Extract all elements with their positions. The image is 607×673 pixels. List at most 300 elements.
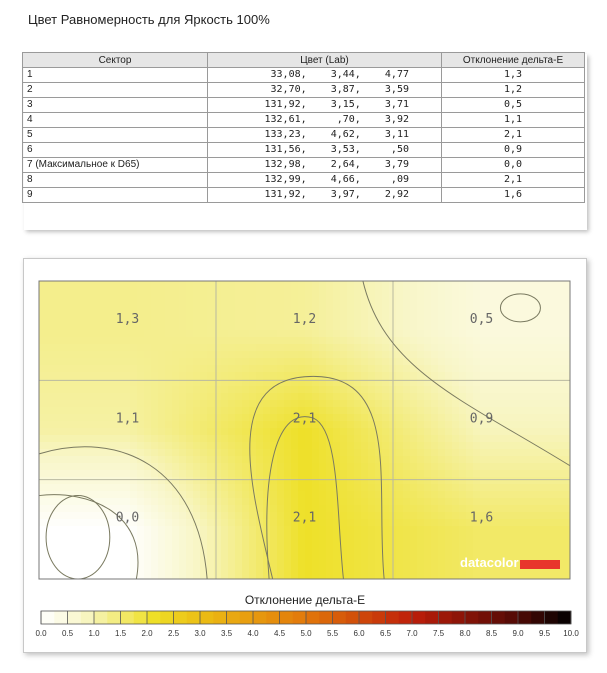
heat-pixel xyxy=(410,316,418,324)
heat-pixel xyxy=(459,519,467,527)
heat-pixel xyxy=(242,484,250,492)
heat-pixel xyxy=(39,414,47,422)
heat-pixel xyxy=(473,463,481,471)
heat-pixel xyxy=(375,435,383,443)
heat-pixel xyxy=(270,372,278,380)
heat-pixel xyxy=(431,421,439,429)
heat-pixel xyxy=(382,295,390,303)
heat-pixel xyxy=(179,519,187,527)
heat-pixel xyxy=(347,547,355,555)
heat-pixel xyxy=(501,526,509,534)
heat-pixel xyxy=(452,526,460,534)
heat-pixel xyxy=(81,428,89,436)
heat-pixel xyxy=(431,386,439,394)
heat-pixel xyxy=(39,330,47,338)
heat-pixel xyxy=(550,365,558,373)
heat-pixel xyxy=(151,400,159,408)
heat-pixel xyxy=(396,372,404,380)
heat-pixel xyxy=(396,393,404,401)
heat-pixel xyxy=(179,449,187,457)
heat-pixel xyxy=(424,337,432,345)
heat-pixel xyxy=(256,386,264,394)
heat-pixel xyxy=(60,477,68,485)
heat-pixel xyxy=(347,540,355,548)
heat-pixel xyxy=(326,421,334,429)
heat-pixel xyxy=(221,400,229,408)
heat-pixel xyxy=(228,463,236,471)
heat-pixel xyxy=(193,316,201,324)
heat-pixel xyxy=(354,400,362,408)
heat-pixel xyxy=(172,330,180,338)
heat-pixel xyxy=(557,533,565,541)
heat-pixel xyxy=(459,547,467,555)
heat-pixel xyxy=(165,400,173,408)
heat-pixel xyxy=(270,302,278,310)
heat-pixel xyxy=(410,414,418,422)
heat-pixel xyxy=(480,393,488,401)
heat-pixel xyxy=(410,337,418,345)
heat-pixel xyxy=(410,561,418,569)
heat-pixel xyxy=(417,554,425,562)
heat-pixel xyxy=(501,400,509,408)
heat-pixel xyxy=(438,554,446,562)
heat-pixel xyxy=(480,484,488,492)
heat-pixel xyxy=(116,344,124,352)
heat-pixel xyxy=(270,323,278,331)
heat-pixel xyxy=(193,435,201,443)
heat-pixel xyxy=(550,547,558,555)
heat-pixel xyxy=(179,428,187,436)
heat-pixel xyxy=(536,470,544,478)
heat-pixel xyxy=(263,456,271,464)
heat-pixel xyxy=(403,526,411,534)
heat-pixel xyxy=(263,344,271,352)
heat-pixel xyxy=(305,470,313,478)
heat-pixel xyxy=(172,309,180,317)
heat-pixel xyxy=(347,561,355,569)
heat-pixel xyxy=(207,484,215,492)
heat-pixel xyxy=(382,533,390,541)
heat-pixel xyxy=(179,400,187,408)
heat-pixel xyxy=(480,337,488,345)
heat-pixel xyxy=(116,288,124,296)
heat-pixel xyxy=(214,533,222,541)
heat-pixel xyxy=(403,435,411,443)
heat-pixel xyxy=(242,526,250,534)
heat-pixel xyxy=(319,316,327,324)
heat-pixel xyxy=(298,526,306,534)
heat-pixel xyxy=(340,302,348,310)
heat-pixel xyxy=(95,407,103,415)
heat-pixel xyxy=(382,456,390,464)
heat-pixel xyxy=(291,547,299,555)
heat-pixel xyxy=(424,281,432,289)
heat-pixel xyxy=(298,498,306,506)
heat-pixel xyxy=(165,470,173,478)
heat-pixel xyxy=(515,491,523,499)
heat-pixel xyxy=(382,302,390,310)
heat-pixel xyxy=(179,505,187,513)
heat-pixel xyxy=(221,351,229,359)
heat-pixel xyxy=(284,386,292,394)
heat-pixel xyxy=(466,358,474,366)
legend-swatch xyxy=(68,611,82,624)
heat-pixel xyxy=(494,456,502,464)
heat-pixel xyxy=(109,526,117,534)
heat-pixel xyxy=(172,568,180,576)
heat-pixel xyxy=(494,393,502,401)
heat-pixel xyxy=(291,281,299,289)
heat-pixel xyxy=(452,554,460,562)
heat-pixel xyxy=(186,554,194,562)
heat-pixel xyxy=(494,540,502,548)
heat-pixel xyxy=(494,288,502,296)
heat-pixel xyxy=(305,428,313,436)
heat-pixel xyxy=(291,540,299,548)
heat-pixel xyxy=(508,372,516,380)
heat-pixel xyxy=(88,337,96,345)
heat-pixel xyxy=(67,344,75,352)
heat-pixel xyxy=(333,554,341,562)
heat-pixel xyxy=(165,540,173,548)
heat-pixel xyxy=(557,568,565,576)
heat-pixel xyxy=(340,365,348,373)
heat-pixel xyxy=(557,421,565,429)
heat-pixel xyxy=(46,393,54,401)
heat-pixel xyxy=(81,337,89,345)
heat-pixel xyxy=(508,505,516,513)
heat-pixel xyxy=(403,323,411,331)
heat-pixel xyxy=(221,449,229,457)
heat-pixel xyxy=(410,365,418,373)
heat-pixel xyxy=(116,330,124,338)
heat-pixel xyxy=(102,400,110,408)
heat-pixel xyxy=(557,358,565,366)
heat-pixel xyxy=(270,421,278,429)
heat-pixel xyxy=(228,533,236,541)
heat-pixel xyxy=(277,477,285,485)
heat-pixel xyxy=(165,407,173,415)
heat-pixel xyxy=(207,561,215,569)
heat-pixel xyxy=(557,344,565,352)
heat-pixel xyxy=(228,428,236,436)
heat-pixel xyxy=(424,393,432,401)
heat-pixel xyxy=(81,421,89,429)
heat-pixel xyxy=(466,498,474,506)
heat-pixel xyxy=(417,540,425,548)
heat-pixel xyxy=(228,421,236,429)
heat-pixel xyxy=(242,421,250,429)
heat-pixel xyxy=(116,372,124,380)
heat-pixel xyxy=(312,498,320,506)
heat-pixel xyxy=(263,316,271,324)
heat-pixel xyxy=(536,323,544,331)
heat-pixel xyxy=(333,435,341,443)
heat-pixel xyxy=(487,302,495,310)
heat-pixel xyxy=(536,477,544,485)
heat-pixel xyxy=(130,470,138,478)
heat-pixel xyxy=(424,372,432,380)
heat-pixel xyxy=(375,421,383,429)
heat-pixel xyxy=(550,344,558,352)
heat-pixel xyxy=(81,323,89,331)
heat-pixel xyxy=(543,288,551,296)
heat-pixel xyxy=(221,568,229,576)
heat-pixel xyxy=(228,309,236,317)
heat-pixel xyxy=(200,449,208,457)
heat-pixel xyxy=(144,281,152,289)
heat-pixel xyxy=(74,323,82,331)
heat-pixel xyxy=(214,309,222,317)
heat-pixel xyxy=(536,568,544,576)
heat-pixel xyxy=(207,288,215,296)
legend-swatch xyxy=(160,611,174,624)
heat-pixel xyxy=(200,393,208,401)
heat-pixel xyxy=(172,358,180,366)
heat-pixel xyxy=(277,337,285,345)
heat-pixel xyxy=(228,561,236,569)
heat-pixel xyxy=(354,435,362,443)
heat-pixel xyxy=(557,351,565,359)
heat-pixel xyxy=(417,428,425,436)
heat-pixel xyxy=(242,491,250,499)
heat-pixel xyxy=(424,288,432,296)
heat-pixel xyxy=(165,351,173,359)
heat-pixel xyxy=(235,526,243,534)
heat-pixel xyxy=(438,484,446,492)
heat-pixel xyxy=(74,344,82,352)
heat-pixel xyxy=(529,512,537,520)
heat-pixel xyxy=(116,428,124,436)
heat-pixel xyxy=(480,449,488,457)
heat-pixel xyxy=(438,463,446,471)
legend-tick-label: 3.0 xyxy=(194,629,206,638)
heat-pixel xyxy=(67,281,75,289)
heat-pixel xyxy=(487,540,495,548)
heat-pixel xyxy=(375,372,383,380)
heat-pixel xyxy=(424,449,432,457)
heat-pixel xyxy=(277,400,285,408)
heat-pixel xyxy=(557,540,565,548)
heat-pixel xyxy=(347,449,355,457)
heat-pixel xyxy=(354,533,362,541)
heat-pixel xyxy=(109,463,117,471)
heat-pixel xyxy=(543,302,551,310)
heat-pixel xyxy=(417,288,425,296)
heat-pixel xyxy=(361,449,369,457)
heat-pixel xyxy=(536,316,544,324)
heat-pixel xyxy=(382,505,390,513)
heat-pixel xyxy=(522,386,530,394)
legend-swatch xyxy=(531,611,545,624)
heat-pixel xyxy=(529,477,537,485)
heat-pixel xyxy=(340,330,348,338)
heat-pixel xyxy=(284,505,292,513)
heat-pixel xyxy=(186,288,194,296)
heat-pixel xyxy=(291,337,299,345)
heat-pixel xyxy=(172,540,180,548)
heat-pixel xyxy=(501,442,509,450)
heat-pixel xyxy=(102,316,110,324)
heat-pixel xyxy=(522,309,530,317)
heat-pixel xyxy=(291,288,299,296)
heat-pixel xyxy=(207,302,215,310)
heat-pixel xyxy=(333,407,341,415)
heat-pixel xyxy=(235,407,243,415)
heat-pixel xyxy=(249,393,257,401)
lab-table xyxy=(22,52,585,203)
heat-pixel xyxy=(305,477,313,485)
heat-pixel xyxy=(438,337,446,345)
heat-pixel xyxy=(347,526,355,534)
heat-pixel xyxy=(361,414,369,422)
heat-pixel xyxy=(207,358,215,366)
heat-pixel xyxy=(515,428,523,436)
heat-pixel xyxy=(67,533,75,541)
heat-pixel xyxy=(312,386,320,394)
heat-pixel xyxy=(277,309,285,317)
heat-pixel xyxy=(403,309,411,317)
heat-pixel xyxy=(151,421,159,429)
heat-pixel xyxy=(347,330,355,338)
heat-pixel xyxy=(81,526,89,534)
heat-pixel xyxy=(347,372,355,380)
heat-pixel xyxy=(158,477,166,485)
legend-tick-label: 1.5 xyxy=(114,629,127,638)
heat-pixel xyxy=(375,288,383,296)
heat-pixel xyxy=(550,393,558,401)
heat-pixel xyxy=(340,463,348,471)
heat-pixel xyxy=(214,526,222,534)
heat-pixel xyxy=(347,554,355,562)
heat-pixel xyxy=(466,484,474,492)
heat-pixel xyxy=(81,435,89,443)
heat-pixel xyxy=(123,393,131,401)
heat-pixel xyxy=(109,428,117,436)
heat-pixel xyxy=(494,470,502,478)
heat-pixel xyxy=(116,477,124,485)
heat-pixel xyxy=(235,316,243,324)
heat-pixel xyxy=(445,435,453,443)
heat-pixel xyxy=(165,309,173,317)
heat-pixel xyxy=(95,281,103,289)
heat-pixel xyxy=(165,316,173,324)
heat-pixel xyxy=(347,358,355,366)
heat-pixel xyxy=(494,477,502,485)
heat-pixel xyxy=(116,393,124,401)
heat-pixel xyxy=(81,309,89,317)
cell-sector: 1 xyxy=(23,68,208,83)
heat-pixel xyxy=(249,568,257,576)
heat-pixel xyxy=(459,288,467,296)
heat-pixel xyxy=(543,358,551,366)
heat-pixel xyxy=(130,365,138,373)
heat-pixel xyxy=(438,561,446,569)
heat-pixel xyxy=(319,281,327,289)
heat-pixel xyxy=(144,288,152,296)
heatmap-plot xyxy=(39,281,571,580)
heat-pixel xyxy=(144,435,152,443)
heat-pixel xyxy=(277,449,285,457)
heat-pixel xyxy=(116,470,124,478)
heat-pixel xyxy=(305,491,313,499)
heat-pixel xyxy=(354,470,362,478)
heat-pixel xyxy=(256,337,264,345)
heat-pixel xyxy=(494,498,502,506)
heat-pixel xyxy=(291,533,299,541)
heat-pixel xyxy=(67,421,75,429)
heat-pixel xyxy=(144,351,152,359)
heat-pixel xyxy=(550,463,558,471)
heat-pixel xyxy=(501,547,509,555)
heat-pixel xyxy=(60,449,68,457)
heat-pixel xyxy=(340,400,348,408)
heat-pixel xyxy=(487,484,495,492)
heat-pixel xyxy=(39,337,47,345)
heat-pixel xyxy=(452,421,460,429)
heat-pixel xyxy=(249,330,257,338)
heat-pixel xyxy=(242,358,250,366)
heat-pixel xyxy=(200,414,208,422)
heat-pixel xyxy=(46,477,54,485)
heat-pixel xyxy=(529,407,537,415)
heat-pixel xyxy=(95,491,103,499)
heat-pixel xyxy=(536,512,544,520)
heat-pixel xyxy=(277,281,285,289)
heat-pixel xyxy=(193,351,201,359)
heat-pixel xyxy=(186,498,194,506)
heat-pixel xyxy=(158,386,166,394)
heat-pixel xyxy=(249,351,257,359)
heat-pixel xyxy=(522,407,530,415)
heat-pixel xyxy=(543,484,551,492)
heat-pixel xyxy=(319,372,327,380)
heat-pixel xyxy=(165,386,173,394)
heat-pixel xyxy=(60,554,68,562)
legend-tick-label: 4.0 xyxy=(247,629,259,638)
heat-pixel xyxy=(522,533,530,541)
heat-pixel xyxy=(109,302,117,310)
heat-pixel xyxy=(382,449,390,457)
heat-pixel xyxy=(137,435,145,443)
heat-pixel xyxy=(88,400,96,408)
heat-pixel xyxy=(368,554,376,562)
heat-pixel xyxy=(284,526,292,534)
heat-pixel xyxy=(340,442,348,450)
heat-pixel xyxy=(536,365,544,373)
heat-pixel xyxy=(53,554,61,562)
heat-pixel xyxy=(501,456,509,464)
heat-pixel xyxy=(144,498,152,506)
heat-pixel xyxy=(200,295,208,303)
heat-pixel xyxy=(207,533,215,541)
heat-pixel xyxy=(263,428,271,436)
heat-pixel xyxy=(347,400,355,408)
heat-pixel xyxy=(494,295,502,303)
heat-pixel xyxy=(270,428,278,436)
heat-pixel xyxy=(305,568,313,576)
heat-pixel xyxy=(109,435,117,443)
heat-pixel xyxy=(130,351,138,359)
heat-pixel xyxy=(102,540,110,548)
heat-pixel xyxy=(242,442,250,450)
heat-pixel xyxy=(515,484,523,492)
heat-pixel xyxy=(550,400,558,408)
heat-pixel xyxy=(480,330,488,338)
heat-pixel xyxy=(284,561,292,569)
heat-pixel xyxy=(522,358,530,366)
heat-pixel xyxy=(417,407,425,415)
